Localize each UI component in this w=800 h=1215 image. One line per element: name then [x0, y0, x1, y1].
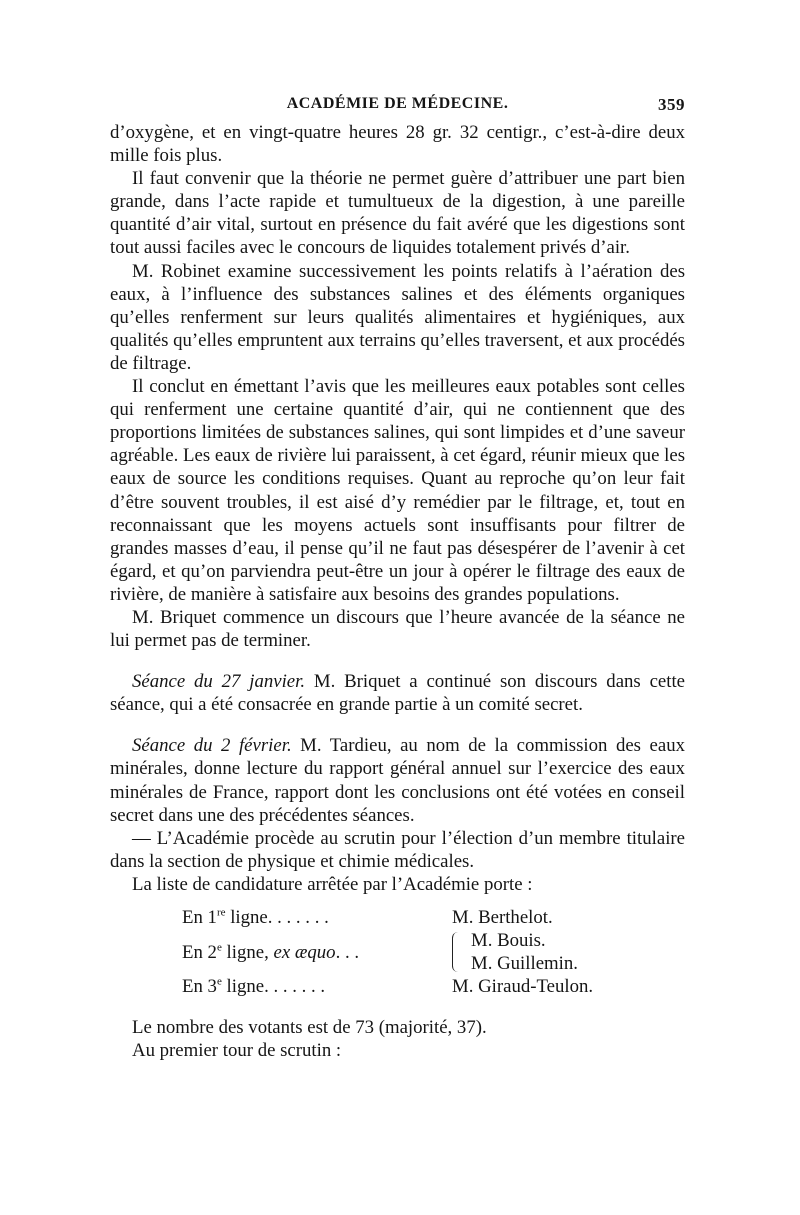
candidate-row-1	[182, 906, 602, 929]
running-title: ACADÉMIE DE MÉDECINE.	[286, 95, 509, 112]
first-round-line: Au premier tour de scrutin :	[132, 1040, 342, 1062]
paragraph: d’oxygène, et en vingt-quatre heures 28 gr. 32 centigr., c’est-à-dire deux mille fois plus.	[110, 122, 685, 167]
session-label: Séance du 27 janvier.	[132, 671, 306, 693]
candidate-name: M. Giraud-Teulon.	[452, 976, 594, 998]
rank-label: En 3e ligne. . . . . . .	[182, 976, 326, 998]
session-label: Séance du 2 février.	[132, 735, 292, 757]
page-header	[110, 95, 685, 121]
paragraph: Il conclut en émettant l’avis que les meilleures eaux potables sont celles qui renferment une certaine quantité d’air, qui ne contiennent que des proportions limitées de substances salines, qui sont limpides et d’une saveur agréable. Les eaux de rivière lui paraissent, à cet égard, réunir mieux que les eaux de source les conditions requises. Quant au reproche qu’on leur fait d’être souvent troubles, il est aisé d’y remédier par le filtrage, et, tout en reconnaissant que les moyens actuels sont insuffisants pour filtrer de grandes masses d’eau, il pense qu’il ne faut pas désespérer de l’avenir à cet égard, et qu’on parviendra peut-être un jour à opérer le filtrage des eaux de rivière, de manière à satisfaire aux besoins des grandes populations.	[110, 376, 685, 605]
body-text	[110, 121, 685, 1063]
session-text: M. Briquet a continué son discours dans cette séance, qui a été consacrée en grande partie à un comité secret.	[110, 671, 686, 716]
candidate-name: M. Berthelot.	[452, 907, 553, 928]
session-paragraph-jan27	[110, 670, 685, 716]
page-number: 359	[658, 95, 685, 114]
election-paragraph: — L’Académie procède au scrutin pour l’élection d’un membre titulaire dans la section de physique et chimie médicales.	[110, 827, 685, 872]
spacer	[110, 998, 685, 1016]
rank-label: En 2e ligne, ex æquo. . .	[182, 941, 360, 963]
spacer	[110, 896, 685, 906]
candidate-row-2	[182, 929, 602, 975]
session-text: M. Tardieu, au nom de la commission des eaux minérales, donne lecture du rapport général annuel sur l’exercice des eaux minérales de France, rapport dont les conclusions ont été votées en conseil secret dans une des précédentes séances.	[110, 735, 685, 826]
rank-label: En 1re ligne. . . . . . .	[182, 906, 329, 928]
votes-line: Le nombre des votants est de 73 (majorité, 37).	[132, 1017, 487, 1039]
spacer	[110, 716, 685, 734]
paragraph: M. Briquet commence un discours que l’heure avancée de la séance ne lui permet pas de terminer.	[110, 606, 685, 652]
spacer	[110, 652, 685, 670]
document-page	[110, 95, 685, 1063]
session-paragraph-feb2	[110, 734, 685, 826]
paragraph: Il faut convenir que la théorie ne permet guère d’attribuer une part bien grande, dans l’acte rapide et tumultueux de la digestion, à une pareille quantité d’air vital, surtout en présence du fait avéré que les digestions sont tout aussi faciles avec le concours de liquides totalement privés d’air.	[110, 168, 685, 259]
candidate-name: M. Guillemin.	[471, 953, 578, 975]
brace-icon	[452, 932, 463, 972]
candidate-list	[182, 906, 602, 998]
candidate-row-3	[182, 975, 602, 998]
candidate-name: M. Bouis.	[471, 930, 546, 952]
list-intro: La liste de candidature arrêtée par l’Académie porte :	[132, 873, 533, 895]
paragraph: M. Robinet examine successivement les points relatifs à l’aération des eaux, à l’influence des substances salines et des éléments organiques qu’elles renferment sur leurs qualités alimentaires et hygiéniques, aux qualités qu’elles empruntent aux terrains qu’elles traversent, et aux procédés de filtrage.	[110, 260, 685, 374]
